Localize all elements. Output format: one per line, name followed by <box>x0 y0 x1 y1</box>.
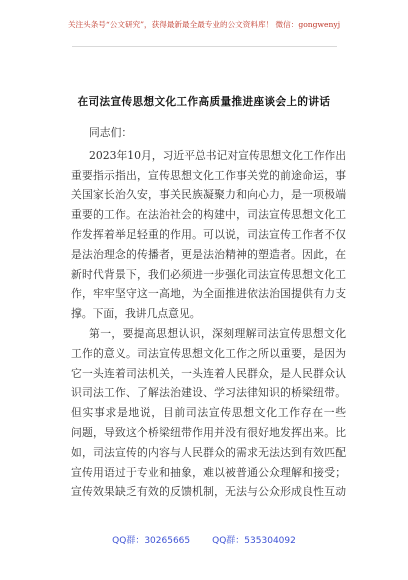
qq-group-2: QQ群：535304092 <box>212 536 296 546</box>
footer-qq-groups <box>0 535 408 547</box>
body-line: 2023年10月，习近平总书记对宣传思想文化工作作出 <box>89 148 347 162</box>
body-line: 工作的意义。司法宣传思想文化工作之所以重要，是因为 <box>71 346 346 360</box>
salutation: 同志们： <box>89 126 133 139</box>
body-line: 撑。下面，我讲几点意见。 <box>71 307 201 321</box>
body-line: 重要指示指出，宣传思想文化工作事关党的前途命运，事 <box>71 168 346 182</box>
body-line: 问题，导致这个桥梁纽带作用并没有很好地发挥出来。比 <box>71 425 346 439</box>
document-title: 在司法宣传思想文化工作高质量推进座谈会上的讲话 <box>77 96 331 108</box>
body-line: 宣传效果缺乏有效的反馈机制，无法与公众形成良性互动 <box>71 485 346 499</box>
body-line: 如，司法宣传的内容与人民群众的需求无法达到有效匹配 <box>71 445 346 459</box>
promo-banner <box>0 20 408 30</box>
qq-group-1: QQ群：30265665 <box>112 536 191 546</box>
body-line: 宣传用语过于专业和抽象，难以被普通公众理解和接受； <box>71 465 346 479</box>
body-line: 它一头连着司法机关，一头连着人民群众，是人民群众认 <box>71 366 346 380</box>
promo-text: 关注头条号“公文研究”，获得最新最全最专业的公文资料库！ 微信：gongwenyj <box>67 20 341 29</box>
body-line: 作，牢牢坚守这一高地，为全面推进依法治国提供有力支 <box>71 287 346 301</box>
document-body <box>71 117 346 502</box>
body-line: 作发挥着举足轻重的作用。可以说，司法宣传工作者不仅 <box>71 227 346 241</box>
body-line: 第一，要提高思想认识，深刻理解司法宣传思想文化 <box>89 326 346 340</box>
body-line: 是法治理念的传播者，更是法治精神的塑造者。因此，在 <box>71 247 346 261</box>
body-line: 重要的工作。在法治社会的构建中，司法宣传思想文化工 <box>71 208 346 222</box>
body-line: 关国家长治久安，事关民族凝聚力和向心力，是一项极端 <box>71 188 346 202</box>
header-divider <box>72 46 337 47</box>
body-line: 新时代背景下，我们必须进一步强化司法宣传思想文化工 <box>71 267 346 281</box>
body-line: 识司法工作、了解法治建设、学习法律知识的桥梁纽带。 <box>71 386 346 400</box>
body-line: 但实事求是地说，目前司法宣传思想文化工作存在一些 <box>71 406 346 420</box>
